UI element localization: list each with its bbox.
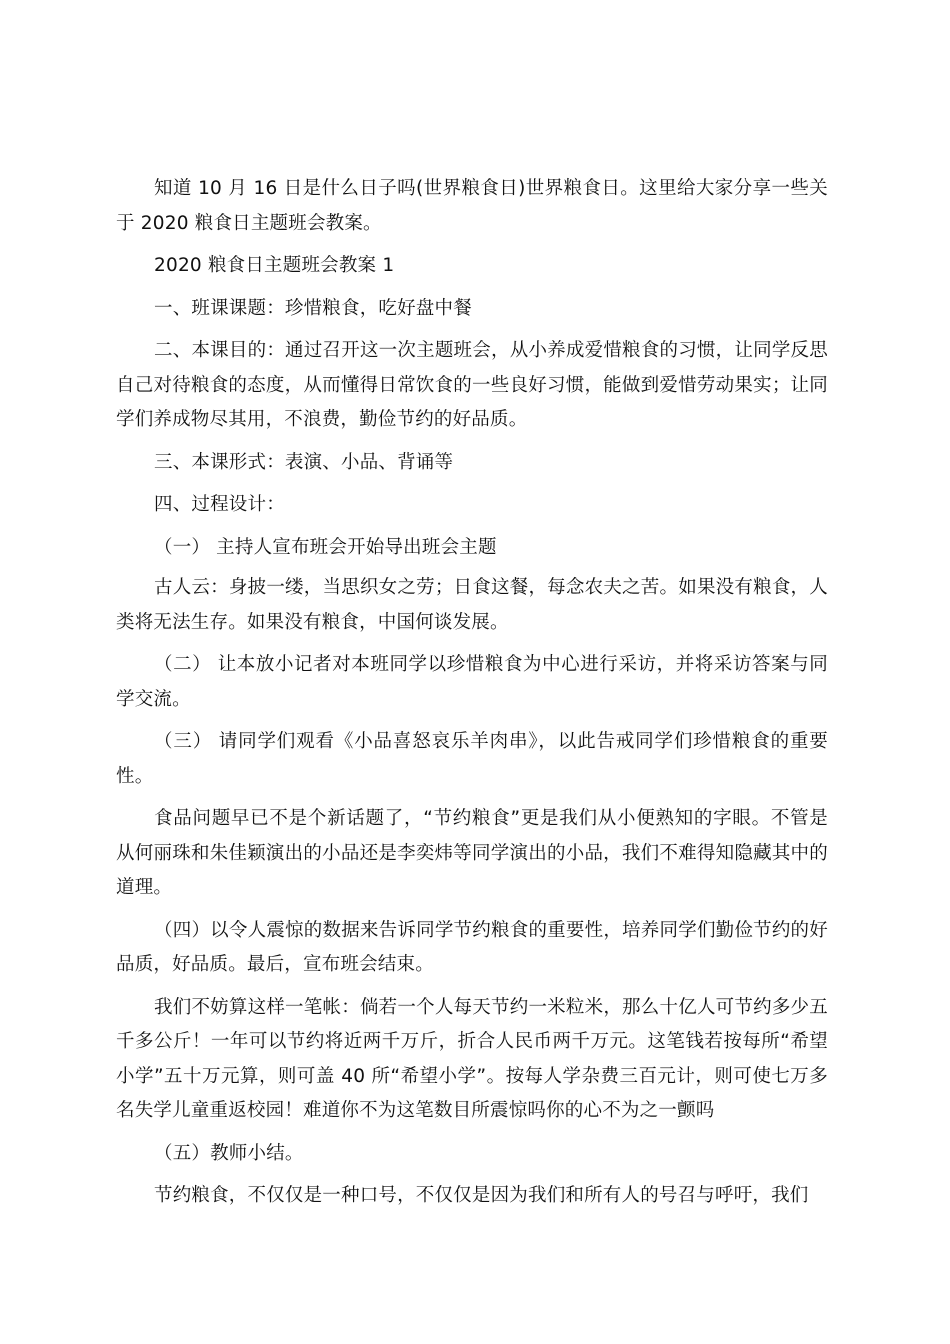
lesson-plan-title: 2020 粮食日主题班会教案 1 bbox=[154, 255, 395, 276]
conclusion-paragraph: 节约粮食，不仅仅是一种口号，不仅仅是因为我们和所有人的号召与呼吁，我们 bbox=[154, 1185, 809, 1206]
step-three-paragraph: （三） 请同学们观看《小品喜怒哀乐羊肉串》，以此告戒同学们珍惜粮食的重要性。 bbox=[116, 731, 828, 787]
section-process: 四、过程设计： bbox=[154, 494, 285, 515]
section-format: 三、本课形式：表演、小品、背诵等 bbox=[154, 451, 454, 473]
food-issue-paragraph: 食品问题早已不是个新话题了，“节约粮食”更是我们从小便熟知的字眼。不管是从何丽珠和朱佳颖演出的小品还是李奕炜等同学演出的小品，我们不难得知隐藏其中的道理。 bbox=[116, 808, 828, 898]
step-two-paragraph: （二） 让本放小记者对本班同学以珍惜粮食为中心进行采访，并将采访答案与同学交流。 bbox=[116, 654, 828, 710]
step-one-heading: （一） 主持人宣布班会开始导出班会主题 bbox=[154, 536, 497, 558]
step-one-body: 古人云：身披一缕，当思织女之劳；日食这餐，每念农夫之苦。如果没有粮食，人类将无法生存。如果没有粮食，中国何谈发展。 bbox=[116, 577, 828, 633]
calculation-paragraph: 我们不妨算这样一笔帐：倘若一个人每天节约一米粒米，那么十亿人可节约多少五千多公斤！一年可以节约将近两千万斤，折合人民币两千万元。这笔钱若按每所“希望小学”五十万元算，则可盖 40 所“希望小学”。按每人学杂费三百元计，则可使七万多名失学儿童重返校园！难道你不为这笔数目所震惊吗你的心不为之一颤吗 bbox=[116, 996, 829, 1121]
intro-paragraph: 知道 10 月 16 日是什么日子吗(世界粮食日)世界粮食日。这里给大家分享一些关于 2020 粮食日主题班会教案。 bbox=[116, 178, 828, 234]
section-topic: 一、班课课题：珍惜粮食，吃好盘中餐 bbox=[154, 297, 472, 319]
section-purpose: 二、本课目的：通过召开这一次主题班会，从小养成爱惜粮食的习惯，让同学反思自己对待粮食的态度，从而懂得日常饮食的一些良好习惯，能做到爱惜劳动果实；让同学们养成物尽其用，不浪费，勤俭节约的好品质。 bbox=[116, 340, 828, 430]
step-four-paragraph: （四）以令人震惊的数据来告诉同学节约粮食的重要性，培养同学们勤俭节约的好品质，好品质。最后，宣布班会结束。 bbox=[116, 919, 828, 975]
step-five-heading: （五）教师小结。 bbox=[154, 1142, 304, 1164]
document-body bbox=[116, 172, 828, 1214]
